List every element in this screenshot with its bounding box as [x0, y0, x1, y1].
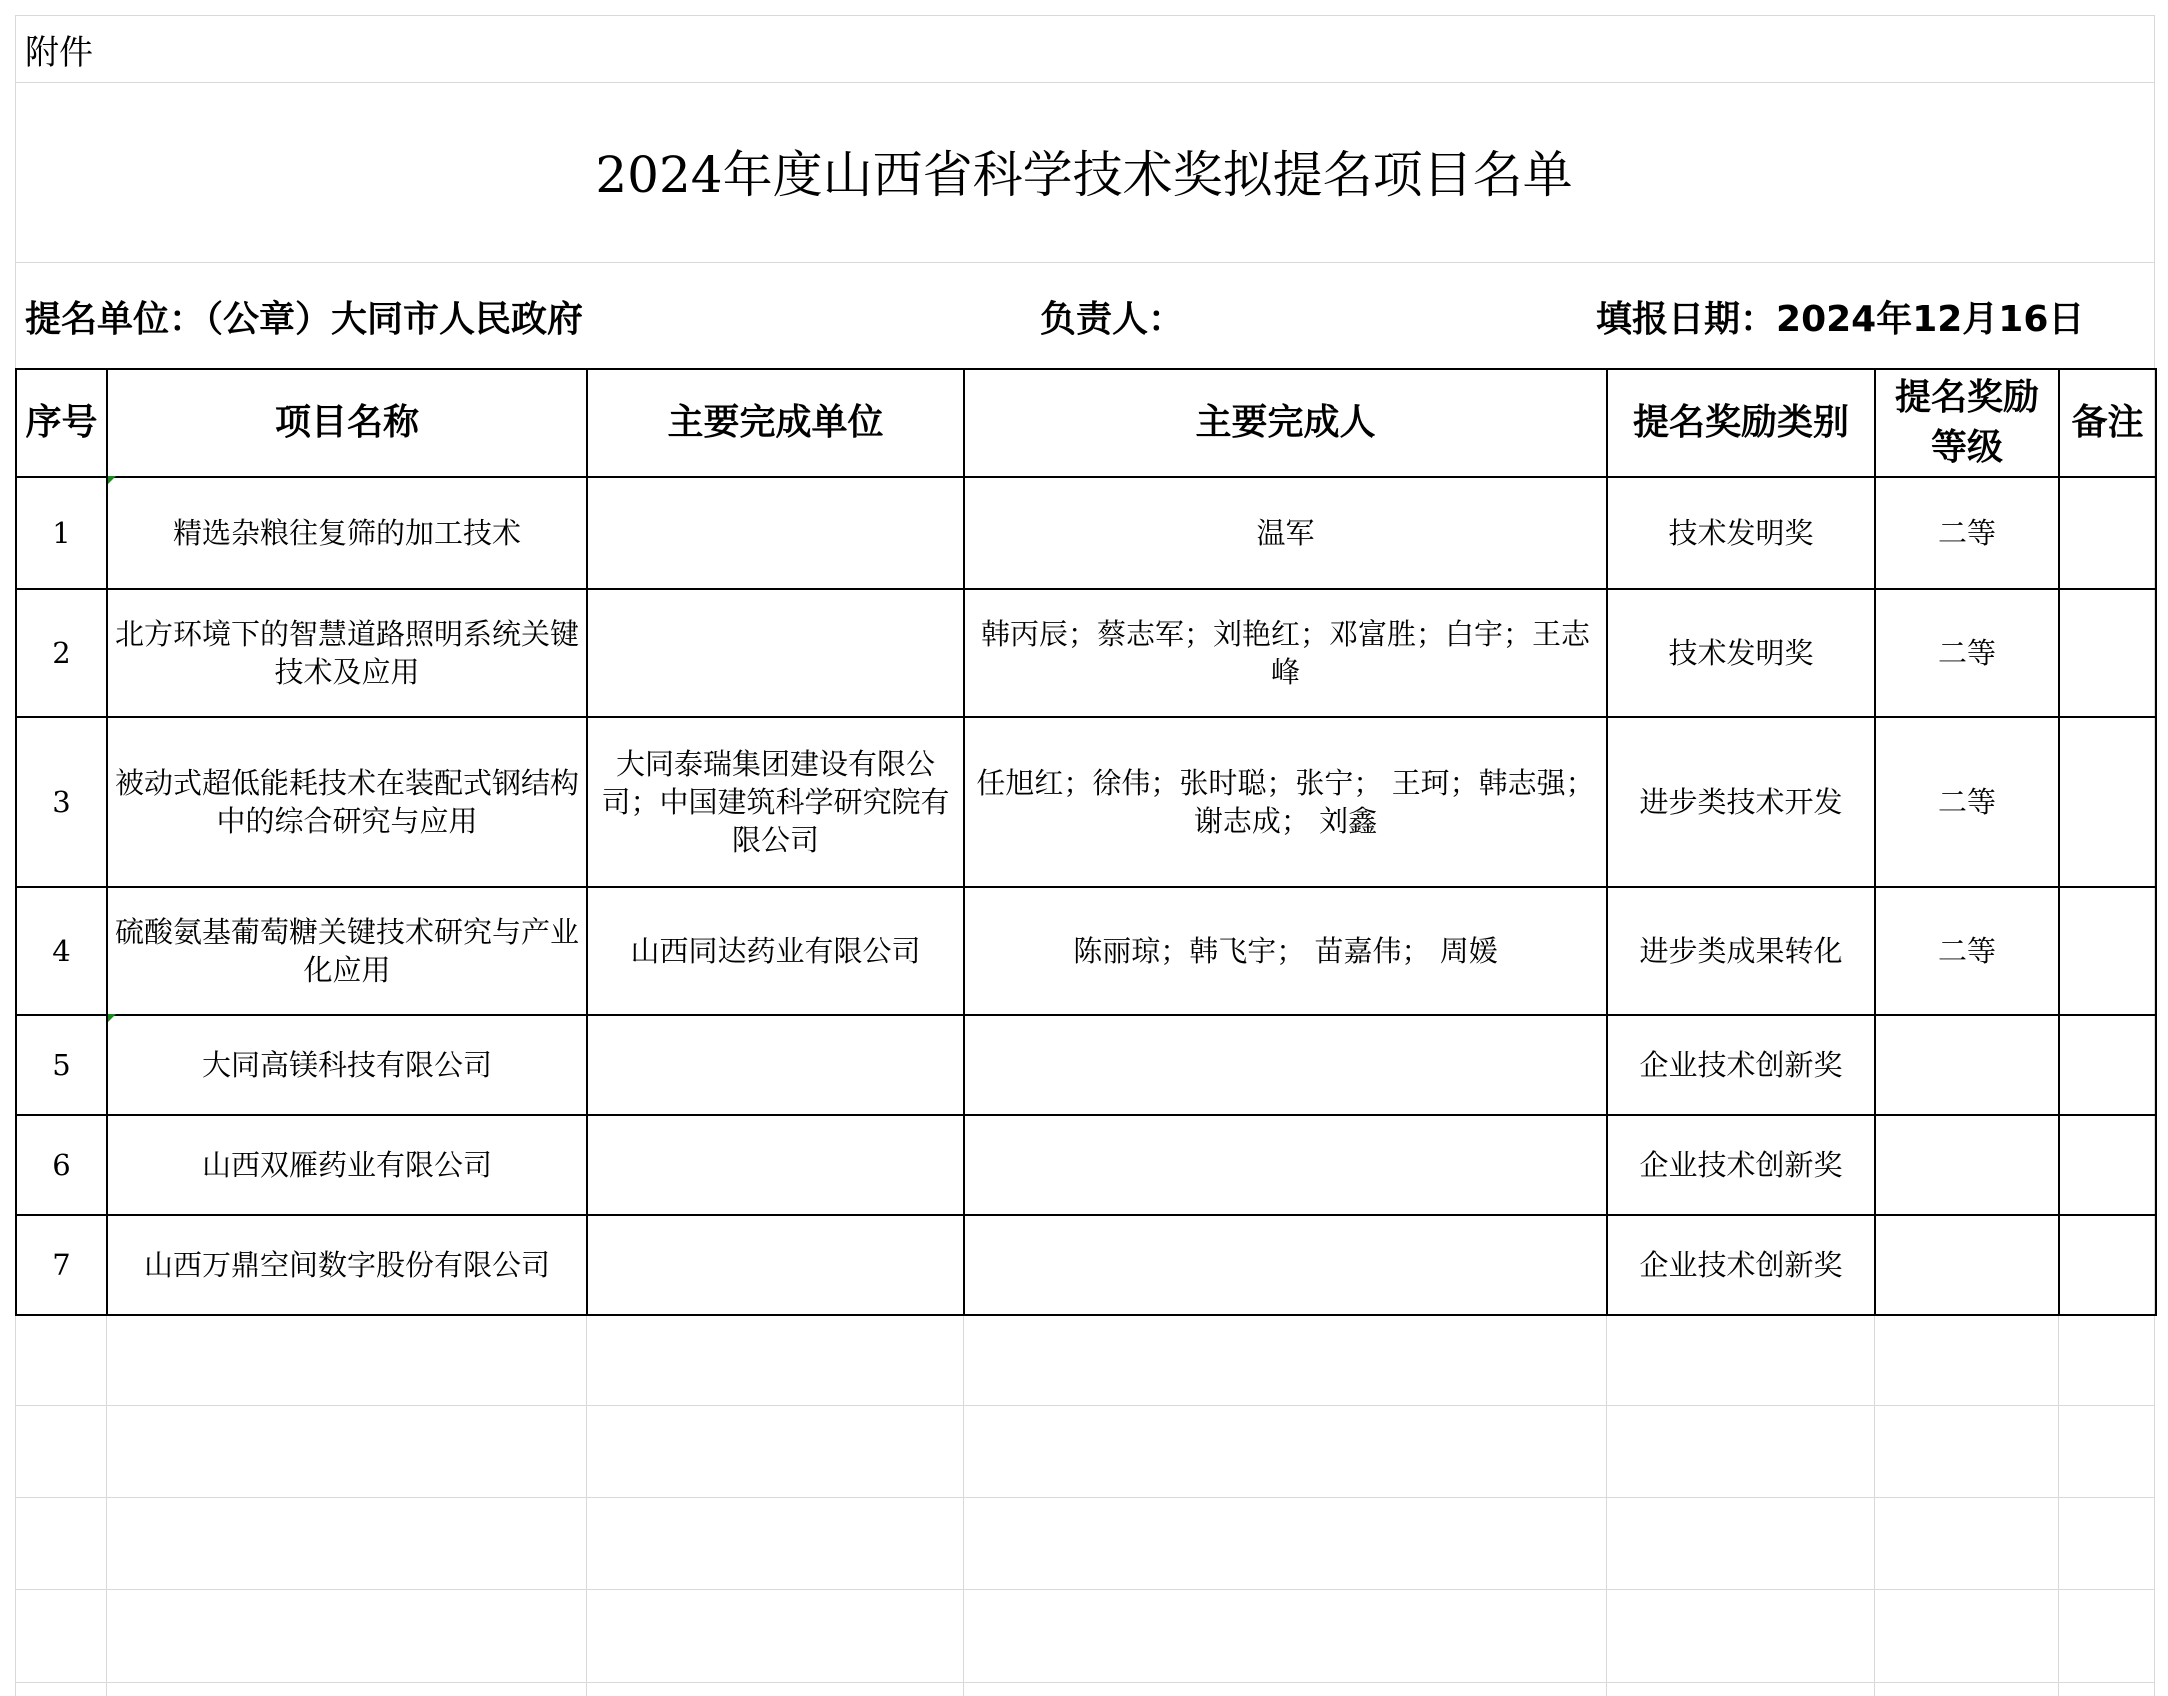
cell-main-unit: 山西同达药业有限公司 [587, 887, 964, 1015]
cell-note [2059, 1215, 2156, 1315]
cell-award-category: 企业技术创新奖 [1607, 1115, 1875, 1215]
cell-main-persons [964, 1015, 1607, 1115]
col-header-note: 备注 [2059, 369, 2156, 477]
cell-award-category: 技术发明奖 [1607, 589, 1875, 717]
cell-award-level: 二等 [1875, 887, 2059, 1015]
cell-award-category: 进步类技术开发 [1607, 717, 1875, 887]
cell-note [2059, 589, 2156, 717]
cell-no: 3 [16, 717, 107, 887]
cell-no: 7 [16, 1215, 107, 1315]
cell-award-category: 企业技术创新奖 [1607, 1215, 1875, 1315]
cell-award-level [1875, 1215, 2059, 1315]
cell-no: 1 [16, 477, 107, 589]
cell-project-name: 被动式超低能耗技术在装配式钢结构中的综合研究与应用 [107, 717, 587, 887]
table-row [16, 477, 2156, 589]
cell-award-category: 企业技术创新奖 [1607, 1015, 1875, 1115]
cell-main-persons: 任旭红；徐伟；张时聪；张宁； 王珂；韩志强；谢志成； 刘鑫 [964, 717, 1607, 887]
cell-main-persons [964, 1115, 1607, 1215]
col-header-award-level: 提名奖励等级 [1875, 369, 2059, 477]
date-label: 填报日期： [1596, 299, 1777, 340]
cell-main-unit [587, 477, 964, 589]
nominator-field [25, 295, 583, 345]
cell-award-level: 二等 [1875, 477, 2059, 589]
table-row [16, 717, 2156, 887]
cell-comment-marker [108, 476, 116, 484]
table-row [16, 887, 2156, 1015]
col-header-no: 序号 [16, 369, 107, 477]
date-value: 2024年12月16日 [1776, 299, 2085, 340]
cell-main-persons: 陈丽琼；韩飞宇； 苗嘉伟； 周媛 [964, 887, 1607, 1015]
table-row [16, 1215, 2156, 1315]
cell-note [2059, 1115, 2156, 1215]
cell-main-persons: 温军 [964, 477, 1607, 589]
nomination-table [15, 368, 2157, 1316]
col-header-project-name: 项目名称 [107, 369, 587, 477]
date-field [1596, 295, 2084, 345]
attachment-label: 附件 [25, 33, 93, 73]
cell-project-name: 山西万鼎空间数字股份有限公司 [107, 1215, 587, 1315]
table-row [16, 589, 2156, 717]
cell-no: 4 [16, 887, 107, 1015]
cell-main-persons: 韩丙辰；蔡志军；刘艳红；邓富胜；白宇；王志峰 [964, 589, 1607, 717]
cell-note [2059, 887, 2156, 1015]
cell-note [2059, 717, 2156, 887]
cell-award-category: 技术发明奖 [1607, 477, 1875, 589]
cell-project-name: 大同高镁科技有限公司 [107, 1015, 587, 1115]
cell-no: 2 [16, 589, 107, 717]
cell-main-unit [587, 589, 964, 717]
cell-award-level: 二等 [1875, 589, 2059, 717]
table-header-row [16, 369, 2156, 477]
table-row [16, 1115, 2156, 1215]
responsible-field [1040, 295, 1184, 345]
col-header-main-persons: 主要完成人 [964, 369, 1607, 477]
cell-project-name: 山西双雁药业有限公司 [107, 1115, 587, 1215]
cell-comment-marker [108, 1014, 116, 1022]
cell-project-name: 北方环境下的智慧道路照明系统关键技术及应用 [107, 589, 587, 717]
nominator-label: 提名单位： [25, 299, 206, 340]
cell-main-unit [587, 1215, 964, 1315]
cell-award-level [1875, 1115, 2059, 1215]
cell-note [2059, 477, 2156, 589]
cell-project-name: 硫酸氨基葡萄糖关键技术研究与产业化应用 [107, 887, 587, 1015]
cell-no: 6 [16, 1115, 107, 1215]
col-header-main-unit: 主要完成单位 [587, 369, 964, 477]
cell-project-name: 精选杂粮往复筛的加工技术 [107, 477, 587, 589]
cell-no: 5 [16, 1015, 107, 1115]
page-title: 2024年度山西省科学技术奖拟提名项目名单 [595, 146, 1573, 204]
cell-note [2059, 1015, 2156, 1115]
cell-award-level [1875, 1015, 2059, 1115]
cell-main-persons [964, 1215, 1607, 1315]
cell-main-unit: 大同泰瑞集团建设有限公司；中国建筑科学研究院有限公司 [587, 717, 964, 887]
cell-main-unit [587, 1015, 964, 1115]
cell-main-unit [587, 1115, 964, 1215]
responsible-label: 负责人： [1040, 299, 1185, 340]
col-header-award-category: 提名奖励类别 [1607, 369, 1875, 477]
nominator-value: （公章）大同市人民政府 [205, 299, 584, 340]
table-row [16, 1015, 2156, 1115]
cell-award-category: 进步类成果转化 [1607, 887, 1875, 1015]
cell-award-level: 二等 [1875, 717, 2059, 887]
